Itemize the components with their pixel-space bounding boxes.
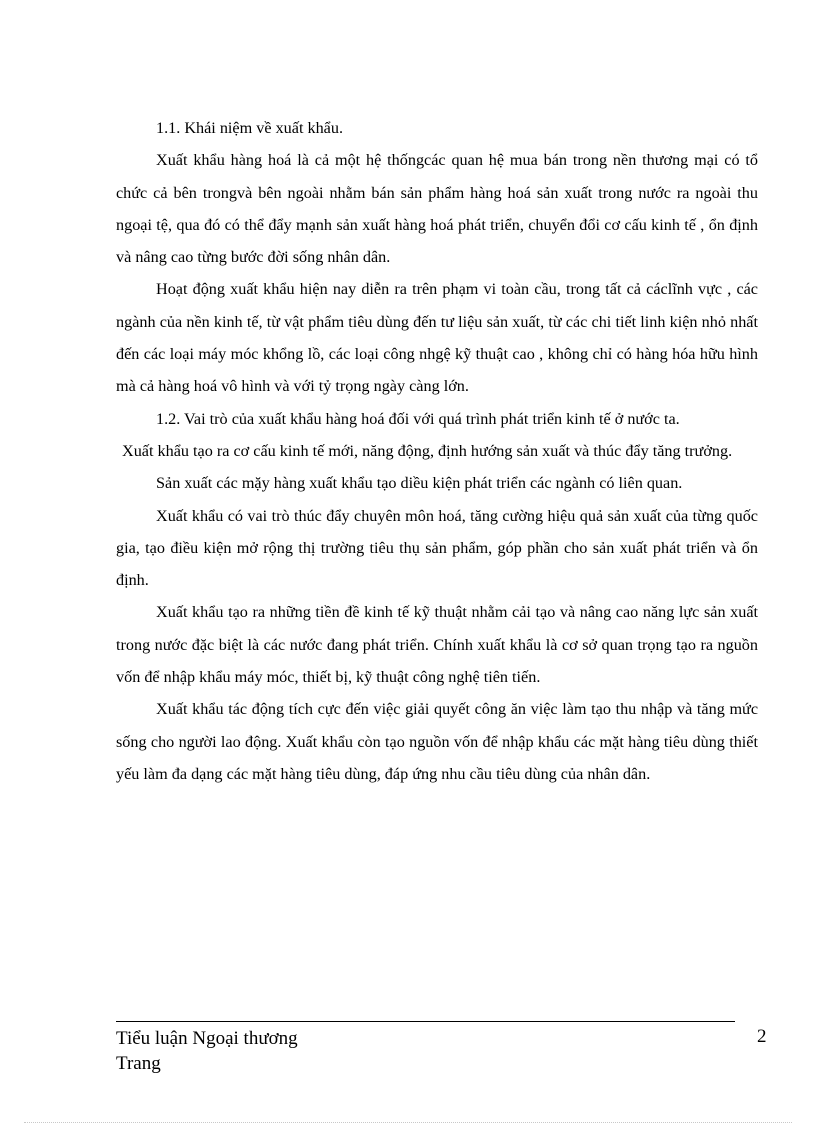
- paragraph-export-activities: Hoạt động xuất khẩu hiện nay diễn ra trên phạm vi toàn cầu, trong tất cả cáclĩnh vực , các ngành của nền kinh tế, từ vật phẩm tiêu dùng đến tư liệu sản xuất, từ các chi tiết linh kiện nhỏ nhất đến các loại máy móc khổng lồ, các loại công nhgệ kỹ thuật cao , không chỉ có hàng hóa hữu hình mà cả hàng hoá vô hình và với tỷ trọng ngày càng lớn.: [116, 280, 758, 396]
- footer-page-label: Trang: [116, 1053, 161, 1074]
- paragraph-definition: Xuất khẩu hàng hoá là cả một hệ thốngcác quan hệ mua bán trong nền thương mại có tổ chức cả bên trongvà bên ngoài nhằm bán sản phẩm hàng hoá sản xuất trong nước ra ngoài thu ngoại tệ, qua đó có thể đẩy mạnh sản xuất hàng hoá phát triển, chuyển đổi cơ cấu kinh tế , ổn định và nâng cao từng bước đời sống nhân dân.: [116, 151, 758, 267]
- page-number: 2: [757, 1026, 767, 1047]
- section-heading-1-1: 1.1. Khái niệm về xuất khẩu.: [156, 119, 344, 137]
- footer-divider: [116, 1021, 735, 1022]
- paragraph-related-industries: Sản xuất các mặy hàng xuất khẩu tạo diều kiện phát triển các ngành có liên quan.: [156, 474, 683, 493]
- paragraph-technical-premises: Xuất khẩu tạo ra những tiền đề kinh tế kỹ thuật nhằm cải tạo và nâng cao năng lực sản xuất trong nước đặc biệt là các nước đang phát triển. Chính xuất khẩu là cơ sở quan trọng tạo ra nguồn vốn để nhập khẩu máy móc, thiết bị, kỹ thuật công nghệ tiên tiến.: [116, 603, 758, 687]
- document-body: [116, 112, 758, 790]
- paragraph-employment: Xuất khẩu tác động tích cực đến việc giải quyết công ăn việc làm tạo thu nhập và tăng mức sống cho người lao động. Xuất khẩu còn tạo nguồn vốn để nhập khẩu các mặt hàng tiêu dùng thiết yếu làm đa dạng các mặt hàng tiêu dùng, đáp ứng nhu cầu tiêu dùng của nhân dân.: [116, 700, 758, 783]
- footer-title: Tiểu luận Ngoại thương: [116, 1028, 298, 1049]
- paragraph-economic-structure: Xuất khẩu tạo ra cơ cấu kinh tế mới, năng động, định hướng sản xuất và thúc đẩy tăng trưởng.: [122, 441, 733, 460]
- section-heading-1-2: 1.2. Vai trò của xuất khẩu hàng hoá đối với quá trình phát triển kinh tế ở nước ta.: [156, 409, 680, 428]
- paragraph-specialization: Xuất khẩu có vai trò thúc đẩy chuyên môn hoá, tăng cường hiệu quả sản xuất của từng quốc gia, tạo điều kiện mở rộng thị trường tiêu thụ sản phẩm, góp phần cho sản xuất phát triển và ổn định.: [116, 506, 758, 590]
